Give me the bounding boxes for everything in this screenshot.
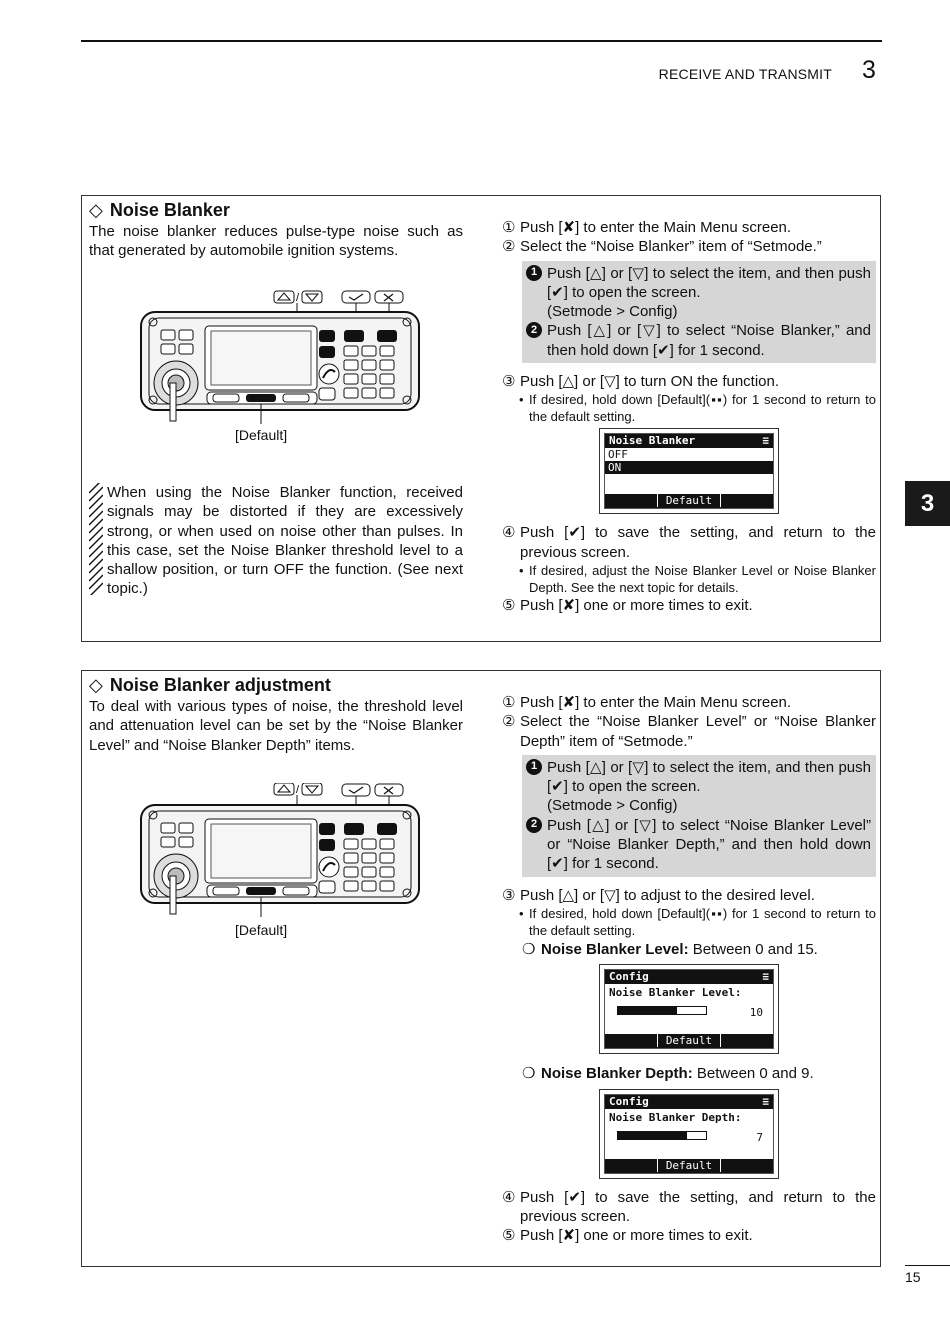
warning-note <box>89 483 463 599</box>
svg-text:/: / <box>296 784 300 796</box>
noise-blanker-level-lcd <box>599 964 779 1054</box>
noise-blanker-adjustment-section <box>81 670 881 1267</box>
lcd-default-softkey: Default <box>605 494 773 508</box>
chapter-side-tab: 3 <box>905 481 950 526</box>
level-option: ❍ Noise Blanker Level: Between 0 and 15. <box>522 940 818 958</box>
lcd-level-bar <box>605 1000 773 1020</box>
steps-column <box>502 693 876 1245</box>
step-3: ③ Push [△] or [▽] to adjust to the desired level. <box>502 886 815 904</box>
diamond-icon: ◇ <box>89 200 103 220</box>
lcd-option-on: ON <box>605 461 773 474</box>
radio-front-panel-figure <box>137 288 427 448</box>
chapter-title: RECEIVE AND TRANSMIT <box>658 66 832 82</box>
level-bar-fill <box>618 1007 677 1014</box>
diamond-icon: ◇ <box>89 675 103 695</box>
section-intro: To deal with various types of noise, the threshold level and attenuation level can be set by the “Noise Blanker Level” and “Noise Blanker Depth” items. <box>89 698 463 754</box>
substep-2: 2 Push [△] or [▽] to select “Noise Blanker,” and then hold down [✔] for 1 second. <box>526 321 871 360</box>
noise-blanker-depth-lcd <box>599 1089 779 1179</box>
lcd-default-softkey: Default <box>605 1159 773 1173</box>
check-key-icon <box>342 784 370 796</box>
step-4: ④ Push [✔] to save the setting, and return to the previous screen. <box>502 524 876 561</box>
chapter-number: 3 <box>862 56 876 84</box>
lcd-title-bar: Config ≡ <box>605 970 773 984</box>
default-key-callout: [Default] <box>235 922 288 938</box>
step-3-note: • If desired, hold down [Default](▪▪) for 1 second to return to the default setting. <box>519 905 876 938</box>
footer-rule <box>905 1265 950 1266</box>
depth-option: ❍ Noise Blanker Depth: Between 0 and 9. <box>522 1065 814 1083</box>
check-key-icon <box>342 291 370 303</box>
svg-text:/: / <box>296 292 300 304</box>
depth-bar-fill <box>618 1132 687 1139</box>
substep-1: 1 Push [△] or [▽] to select the item, and then push [✔] to open the screen. (Setmode > Config) <box>526 758 871 816</box>
noise-blanker-section <box>81 195 881 642</box>
lcd-default-softkey: Default <box>605 1034 773 1048</box>
step-3-note: • If desired, hold down [Default](▪▪) for 1 second to return to the default setting. <box>519 392 876 425</box>
noise-blanker-lcd <box>599 428 779 514</box>
substeps-box <box>522 261 876 363</box>
lcd-value: 10 <box>749 1006 763 1020</box>
section-title: ◇ Noise Blanker adjustment <box>89 675 331 695</box>
step-3: ③ Push [△] or [▽] to turn ON the function. <box>502 373 780 391</box>
lcd-item-label: Noise Blanker Level: <box>609 986 742 1000</box>
lcd-title-bar: Noise Blanker ≡ <box>605 434 773 448</box>
top-rule <box>81 40 882 42</box>
lcd-title-bar: Config ≡ <box>605 1095 773 1109</box>
substeps-box <box>522 755 876 877</box>
substep-2: 2 Push [△] or [▽] to select “Noise Blanker Level” or “Noise Blanker Depth,” and then hold down [✔] for 1 second. <box>526 816 871 874</box>
section-title: ◇ Noise Blanker <box>89 200 230 220</box>
step-2: ② Select the “Noise Blanker Level” or “Noise Blanker Depth” item of “Setmode.” <box>502 713 876 750</box>
steps-column <box>502 218 876 615</box>
step-1: ① Push [✘] to enter the Main Menu screen. <box>502 694 792 711</box>
step-5: ⑤ Push [✘] one or more times to exit. <box>502 596 753 614</box>
step-4-note: • If desired, adjust the Noise Blanker Level or Noise Blanker Depth. See the next topic for details. <box>519 562 876 595</box>
section-intro: The noise blanker reduces pulse-type noise such as that generated by automobile ignition systems. <box>89 223 463 260</box>
step-1: ① Push [✘] to enter the Main Menu screen. <box>502 219 792 236</box>
step-5: ⑤ Push [✘] one or more times to exit. <box>502 1227 753 1245</box>
hatched-warning-icon <box>89 483 103 595</box>
warning-text: When using the Noise Blanker function, received signals may be distorted if they are excessively strong, or when used on noise other than pulses. In this case, set the Noise Blanker threshold level to a shallow position, or turn OFF the function. (See next topic.) <box>107 484 463 598</box>
lcd-option-off: OFF <box>608 448 628 462</box>
lcd-value: 7 <box>756 1130 763 1144</box>
default-key-callout: [Default] <box>235 427 288 443</box>
step-4: ④ Push [✔] to save the setting, and return to the previous screen. <box>502 1188 876 1225</box>
lcd-depth-bar <box>605 1125 773 1145</box>
radio-front-panel-figure <box>137 783 427 923</box>
lcd-item-label: Noise Blanker Depth: <box>609 1110 742 1124</box>
page-number: 15 <box>905 1269 921 1285</box>
substep-1: 1 Push [△] or [▽] to select the item, and then push [✔] to open the screen. (Setmode > Config) <box>526 264 871 322</box>
step-2: ② Select the “Noise Blanker” item of “Setmode.” <box>502 238 822 256</box>
